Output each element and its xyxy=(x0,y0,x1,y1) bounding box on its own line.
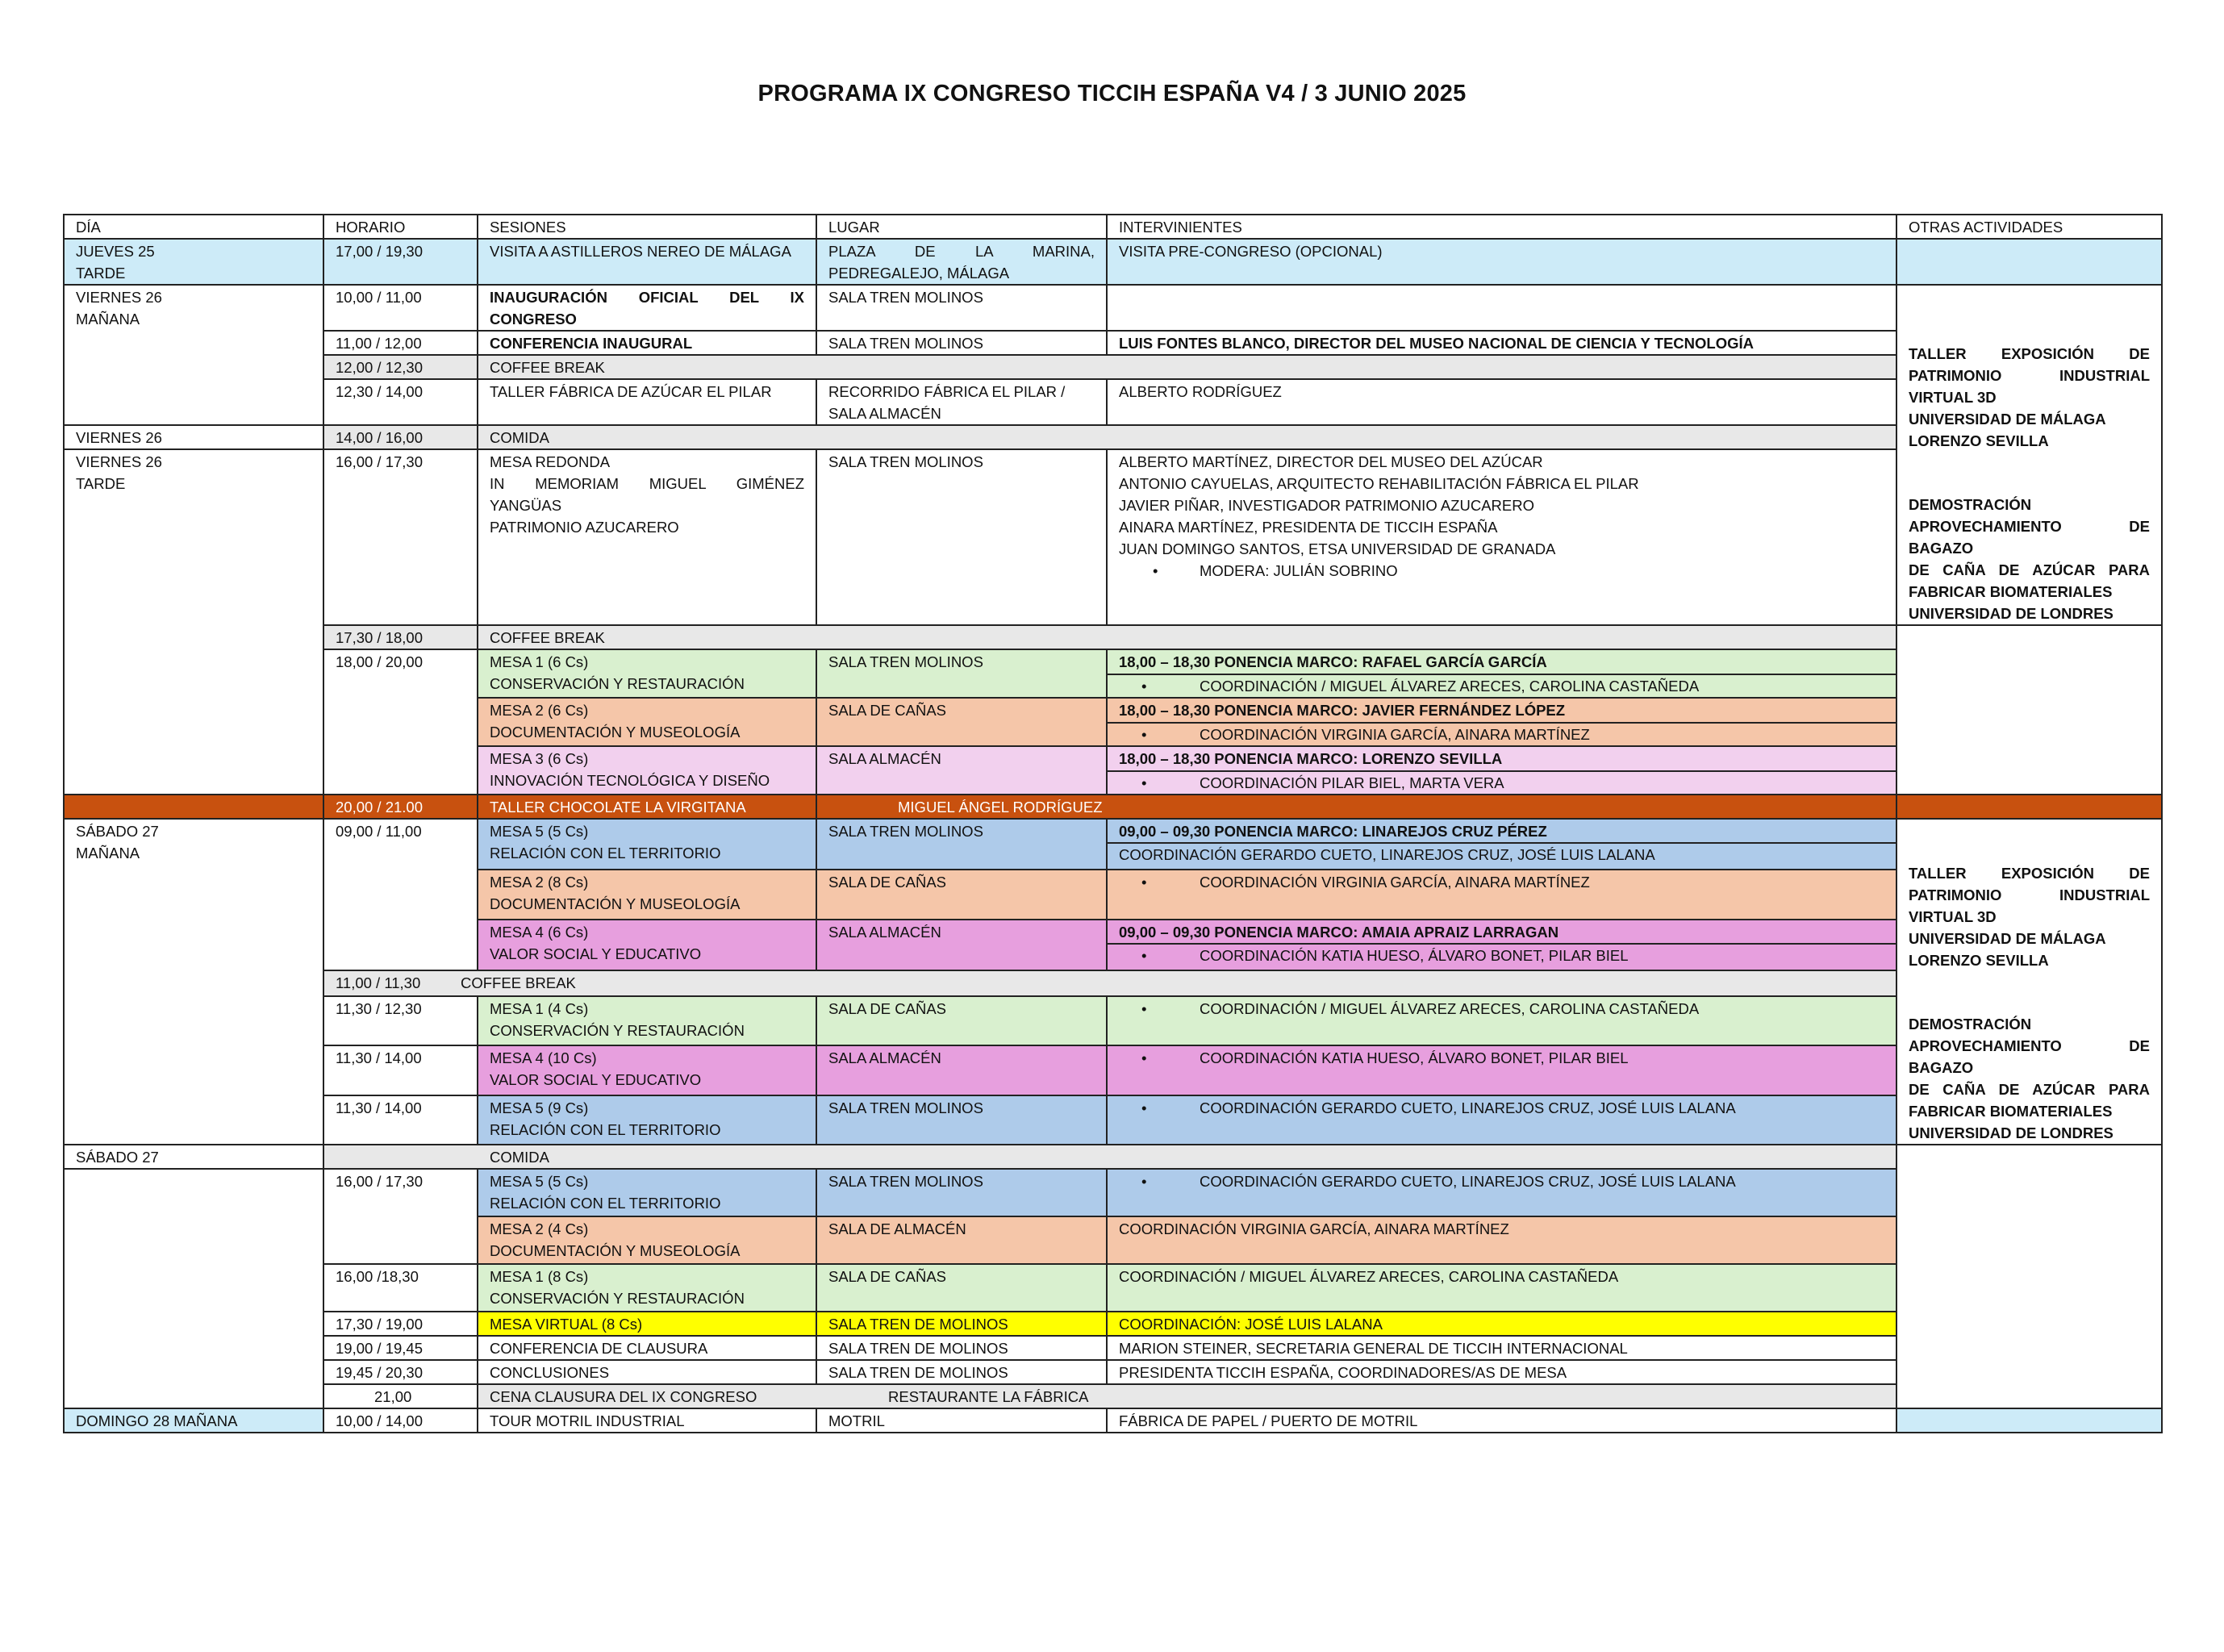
table-row xyxy=(64,425,2162,449)
speakers-cell: FÁBRICA DE PAPEL / PUERTO DE MOTRIL xyxy=(1107,1408,1896,1433)
session-cell: CONFERENCIA DE CLAUSURA xyxy=(478,1336,816,1360)
table-row xyxy=(64,1045,2162,1095)
session-cell: MESA 5 (5 Cs) RELACIÓN CON EL TERRITORIO xyxy=(478,1169,816,1216)
time-label: 11,00 / 11,30 xyxy=(336,974,421,992)
speakers-cell: COORDINACIÓN / MIGUEL ÁLVAREZ ARECES, CAROLINA CASTAÑEDA xyxy=(1107,1264,1896,1312)
header-horario: HORARIO xyxy=(323,215,478,239)
session-label: COFFEE BREAK xyxy=(461,974,576,992)
time-cell: 17,30 / 19,00 xyxy=(323,1312,478,1336)
speakers-cell: • COORDINACIÓN GERARDO CUETO, LINAREJOS CRUZ, JOSÉ LUIS LALANA xyxy=(1107,1095,1896,1145)
other-cell xyxy=(1896,795,2162,819)
place-cell: SALA TREN DE MOLINOS xyxy=(816,1312,1107,1336)
session-cell: COMIDA xyxy=(478,425,1896,449)
speakers-cell: ALBERTO RODRÍGUEZ xyxy=(1107,379,1896,425)
time-cell: 21,00 xyxy=(323,1384,478,1408)
session-cell: VISITA A ASTILLEROS NEREO DE MÁLAGA xyxy=(478,239,816,285)
time-cell: 09,00 / 11,00 xyxy=(323,819,478,970)
session-cell: TALLER FÁBRICA DE AZÚCAR EL PILAR xyxy=(478,379,816,425)
time-cell: 17,00 / 19,30 xyxy=(323,239,478,285)
time-cell: 10,00 / 11,00 xyxy=(323,285,478,331)
session-cell: COFFEE BREAK xyxy=(478,355,1896,379)
time-cell: 11,30 / 14,00 xyxy=(323,1045,478,1095)
session-cell: MESA 1 (6 Cs) CONSERVACIÓN Y RESTAURACIÓN xyxy=(478,649,816,698)
speakers-cell: 18,00 – 18,30 PONENCIA MARCO: JAVIER FERNÁNDEZ LÓPEZ • COORDINACIÓN VIRGINIA GARCÍA, AINARA MARTÍNEZ xyxy=(1107,698,1896,746)
speakers-cell: LUIS FONTES BLANCO, DIRECTOR DEL MUSEO NACIONAL DE CIENCIA Y TECNOLOGÍA xyxy=(1107,331,1896,355)
speakers-cell: 18,00 – 18,30 PONENCIA MARCO: RAFAEL GARCÍA GARCÍA • COORDINACIÓN / MIGUEL ÁLVAREZ ARECES, CAROLINA CASTAÑEDA xyxy=(1107,649,1896,698)
session-cell: MESA 5 (9 Cs) RELACIÓN CON EL TERRITORIO xyxy=(478,1095,816,1145)
table-row xyxy=(64,355,2162,379)
speakers-cell: COORDINACIÓN: JOSÉ LUIS LALANA xyxy=(1107,1312,1896,1336)
table-row xyxy=(64,1145,2162,1169)
session-cell xyxy=(323,970,1896,996)
session-cell xyxy=(478,1384,1896,1408)
header-intervinientes: INTERVINIENTES xyxy=(1107,215,1896,239)
place-cell: SALA DE CAÑAS xyxy=(816,698,1107,746)
time-cell: 16,00 / 17,30 xyxy=(323,1169,478,1264)
session-cell: MESA 1 (4 Cs) CONSERVACIÓN Y RESTAURACIÓN xyxy=(478,996,816,1045)
place-cell: SALA TREN MOLINOS xyxy=(816,649,1107,698)
session-cell: COFFEE BREAK xyxy=(478,625,1896,649)
place-cell: SALA DE ALMACÉN xyxy=(816,1216,1107,1264)
day-cell xyxy=(64,1169,323,1408)
speakers-cell: • COORDINACIÓN VIRGINIA GARCÍA, AINARA MARTÍNEZ xyxy=(1107,870,1896,919)
day-label: VIERNES 26 xyxy=(76,289,162,306)
table-row xyxy=(64,795,2162,819)
time-cell: 11,00 / 12,00 xyxy=(323,331,478,355)
header-dia: DÍA xyxy=(64,215,323,239)
day-label: JUEVES 25 xyxy=(76,243,155,260)
table-row xyxy=(64,1264,2162,1312)
table-row xyxy=(64,1360,2162,1384)
place-cell: SALA TREN MOLINOS xyxy=(816,449,1107,625)
day-cell: DOMINGO 28 MAÑANA xyxy=(64,1408,323,1433)
time-cell: 16,00 / 17,30 xyxy=(323,449,478,625)
place-cell: SALA TREN DE MOLINOS xyxy=(816,1336,1107,1360)
other-activities-cell xyxy=(1896,819,2162,1145)
table-row xyxy=(64,1336,2162,1360)
speakers-cell: MIGUEL ÁNGEL RODRÍGUEZ xyxy=(816,795,1896,819)
workshop-3d-block: TALLER EXPOSICIÓN DE PATRIMONIO INDUSTRIAL VIRTUAL 3D UNIVERSIDAD DE MÁLAGA LORENZO SEVILLA xyxy=(1909,345,2150,449)
session-cell: MESA 1 (8 Cs) CONSERVACIÓN Y RESTAURACIÓN xyxy=(478,1264,816,1312)
time-cell: 20,00 / 21.00 xyxy=(323,795,478,819)
day-part-label: MAÑANA xyxy=(76,311,140,327)
day-label: VIERNES 26 xyxy=(76,453,162,470)
speakers-cell xyxy=(1107,285,1896,331)
time-cell: 17,30 / 18,00 xyxy=(323,625,478,649)
session-cell: COMIDA xyxy=(323,1145,1896,1169)
session-cell xyxy=(478,285,816,331)
other-cell xyxy=(1896,1145,2162,1408)
speakers-cell: PRESIDENTA TICCIH ESPAÑA, COORDINADORES/AS DE MESA xyxy=(1107,1360,1896,1384)
table-row xyxy=(64,239,2162,285)
place-cell: SALA TREN MOLINOS xyxy=(816,819,1107,870)
time-cell: 10,00 / 14,00 xyxy=(323,1408,478,1433)
time-cell: 19,45 / 20,30 xyxy=(323,1360,478,1384)
place-cell: SALA TREN MOLINOS xyxy=(816,1095,1107,1145)
session-cell: TOUR MOTRIL INDUSTRIAL xyxy=(478,1408,816,1433)
header-lugar: LUGAR xyxy=(816,215,1107,239)
table-row xyxy=(64,1169,2162,1216)
speakers-cell: COORDINACIÓN VIRGINIA GARCÍA, AINARA MARTÍNEZ xyxy=(1107,1216,1896,1264)
session-cell: TALLER CHOCOLATE LA VIRGITANA xyxy=(478,795,816,819)
session-cell: MESA 4 (10 Cs) VALOR SOCIAL Y EDUCATIVO xyxy=(478,1045,816,1095)
day-cell xyxy=(64,285,323,425)
table-row xyxy=(64,1312,2162,1336)
day-cell: VIERNES 26 xyxy=(64,425,323,449)
table-row xyxy=(64,625,2162,649)
day-part-label: TARDE xyxy=(76,265,126,282)
speakers-cell: VISITA PRE-CONGRESO (OPCIONAL) xyxy=(1107,239,1896,285)
page-title: PROGRAMA IX CONGRESO TICCIH ESPAÑA V4 / 3 JUNIO 2025 xyxy=(757,81,1467,106)
workshop-3d-block: TALLER EXPOSICIÓN DE PATRIMONIO INDUSTRIAL VIRTUAL 3D UNIVERSIDAD DE MÁLAGA LORENZO SEVILLA xyxy=(1909,865,2150,969)
place-line: PEDREGALEJO, MÁLAGA xyxy=(828,265,1010,282)
day-part-label: TARDE xyxy=(76,475,126,492)
place-cell: SALA DE CAÑAS xyxy=(816,1264,1107,1312)
table-row xyxy=(64,1408,2162,1433)
speakers-cell: • COORDINACIÓN / MIGUEL ÁLVAREZ ARECES, CAROLINA CASTAÑEDA xyxy=(1107,996,1896,1045)
speakers-cell: 18,00 – 18,30 PONENCIA MARCO: LORENZO SEVILLA • COORDINACIÓN PILAR BIEL, MARTA VERA xyxy=(1107,746,1896,795)
session-cell: MESA 3 (6 Cs) INNOVACIÓN TECNOLÓGICA Y DISEÑO xyxy=(478,746,816,795)
session-cell: MESA 2 (8 Cs) DOCUMENTACIÓN Y MUSEOLOGÍA xyxy=(478,870,816,919)
session-cell: CONCLUSIONES xyxy=(478,1360,816,1384)
biomaterials-block: DEMOSTRACIÓN APROVECHAMIENTO DE BAGAZO DE CAÑA DE AZÚCAR PARA FABRICAR BIOMATERIALES UNIVERSIDAD DE LONDRES xyxy=(1909,1016,2150,1141)
time-cell: 14,00 / 16,00 xyxy=(323,425,478,449)
day-label: SÁBADO 27 xyxy=(76,823,159,840)
session-label: CENA CLAUSURA DEL IX CONGRESO xyxy=(490,1388,757,1405)
place-cell: SALA DE CAÑAS xyxy=(816,996,1107,1045)
table-row xyxy=(64,379,2162,425)
session-cell: MESA VIRTUAL (8 Cs) xyxy=(478,1312,816,1336)
table-row xyxy=(64,285,2162,331)
table-row xyxy=(64,1384,2162,1408)
table-row xyxy=(64,819,2162,870)
place-cell: SALA TREN MOLINOS xyxy=(816,285,1107,331)
table-row xyxy=(64,649,2162,698)
place-cell: MOTRIL xyxy=(816,1408,1107,1433)
speakers-cell: • COORDINACIÓN KATIA HUESO, ÁLVARO BONET, PILAR BIEL xyxy=(1107,1045,1896,1095)
header-sesiones: SESIONES xyxy=(478,215,816,239)
time-cell: 11,30 / 14,00 xyxy=(323,1095,478,1145)
table-row xyxy=(64,1095,2162,1145)
speakers-cell: • COORDINACIÓN GERARDO CUETO, LINAREJOS CRUZ, JOSÉ LUIS LALANA xyxy=(1107,1169,1896,1216)
other-cell xyxy=(1896,239,2162,285)
moderator-line: • MODERA: JULIÁN SOBRINO xyxy=(1119,560,1884,582)
day-cell xyxy=(64,819,323,1145)
place-line: PLAZA DE LA MARINA, xyxy=(828,243,1095,260)
day-cell xyxy=(64,795,323,819)
place-cell: SALA TREN MOLINOS xyxy=(816,1169,1107,1216)
session-cell: MESA REDONDA IN MEMORIAM MIGUEL GIMÉNEZ YANGÜAS PATRIMONIO AZUCARERO xyxy=(478,449,816,625)
session-cell: MESA 5 (5 Cs) RELACIÓN CON EL TERRITORIO xyxy=(478,819,816,870)
place-cell: RECORRIDO FÁBRICA EL PILAR / SALA ALMACÉN xyxy=(816,379,1107,425)
session-line: CONGRESO xyxy=(490,311,577,327)
other-activities-cell xyxy=(1896,285,2162,625)
place-cell: SALA TREN MOLINOS xyxy=(816,331,1107,355)
speakers-cell: MARION STEINER, SECRETARIA GENERAL DE TICCIH INTERNACIONAL xyxy=(1107,1336,1896,1360)
session-cell: MESA 4 (6 Cs) VALOR SOCIAL Y EDUCATIVO xyxy=(478,920,816,970)
session-cell: MESA 2 (4 Cs) DOCUMENTACIÓN Y MUSEOLOGÍA xyxy=(478,1216,816,1264)
day-cell xyxy=(64,449,323,795)
program-table xyxy=(63,214,2163,1433)
time-cell: 19,00 / 19,45 xyxy=(323,1336,478,1360)
table-row xyxy=(64,996,2162,1045)
day-cell: SÁBADO 27 xyxy=(64,1145,323,1169)
place-cell: SALA ALMACÉN xyxy=(816,746,1107,795)
session-cell: CONFERENCIA INAUGURAL xyxy=(478,331,816,355)
session-cell: MESA 2 (6 Cs) DOCUMENTACIÓN Y MUSEOLOGÍA xyxy=(478,698,816,746)
time-cell: 12,00 / 12,30 xyxy=(323,355,478,379)
time-cell: 16,00 /18,30 xyxy=(323,1264,478,1312)
place-label: RESTAURANTE LA FÁBRICA xyxy=(888,1388,1089,1405)
time-cell: 12,30 / 14,00 xyxy=(323,379,478,425)
time-cell: 11,30 / 12,30 xyxy=(323,996,478,1045)
table-row xyxy=(64,331,2162,355)
speakers-cell: 09,00 – 09,30 PONENCIA MARCO: AMAIA APRAIZ LARRAGAN • COORDINACIÓN KATIA HUESO, ÁLVARO BONET, PILAR BIEL xyxy=(1107,920,1896,970)
table-header-row xyxy=(64,215,2162,239)
day-part-label: MAÑANA xyxy=(76,845,140,861)
other-cell xyxy=(1896,625,2162,795)
place-cell: SALA TREN DE MOLINOS xyxy=(816,1360,1107,1384)
place-cell: SALA ALMACÉN xyxy=(816,920,1107,970)
table-row xyxy=(64,449,2162,625)
biomaterials-block: DEMOSTRACIÓN APROVECHAMIENTO DE BAGAZO DE CAÑA DE AZÚCAR PARA FABRICAR BIOMATERIALES UNIVERSIDAD DE LONDRES xyxy=(1909,496,2150,622)
time-cell: 18,00 / 20,00 xyxy=(323,649,478,795)
speakers-cell: ALBERTO MARTÍNEZ, DIRECTOR DEL MUSEO DEL AZÚCAR ANTONIO CAYUELAS, ARQUITECTO REHABILITACIÓN FÁBRICA EL PILAR JAVIER PIÑAR, INVESTIGADOR PATRIMONIO AZUCARERO AINARA MARTÍNEZ, PRESIDENTA DE TICCIH ESPAÑA JUAN DOMINGO SANTOS, ETSA UNIVERSIDAD DE GRANADA • MODERA: JULIÁN SOBRINO xyxy=(1107,449,1896,625)
place-cell xyxy=(816,239,1107,285)
session-line: INAUGURACIÓN OFICIAL DEL IX xyxy=(490,289,804,306)
other-cell xyxy=(1896,1408,2162,1433)
place-cell: SALA DE CAÑAS xyxy=(816,870,1107,919)
table-row xyxy=(64,970,2162,996)
day-cell xyxy=(64,239,323,285)
header-otras-actividades: OTRAS ACTIVIDADES xyxy=(1896,215,2162,239)
place-cell: SALA ALMACÉN xyxy=(816,1045,1107,1095)
speakers-cell: 09,00 – 09,30 PONENCIA MARCO: LINAREJOS CRUZ PÉREZ COORDINACIÓN GERARDO CUETO, LINAREJOS CRUZ, JOSÉ LUIS LALANA xyxy=(1107,819,1896,870)
